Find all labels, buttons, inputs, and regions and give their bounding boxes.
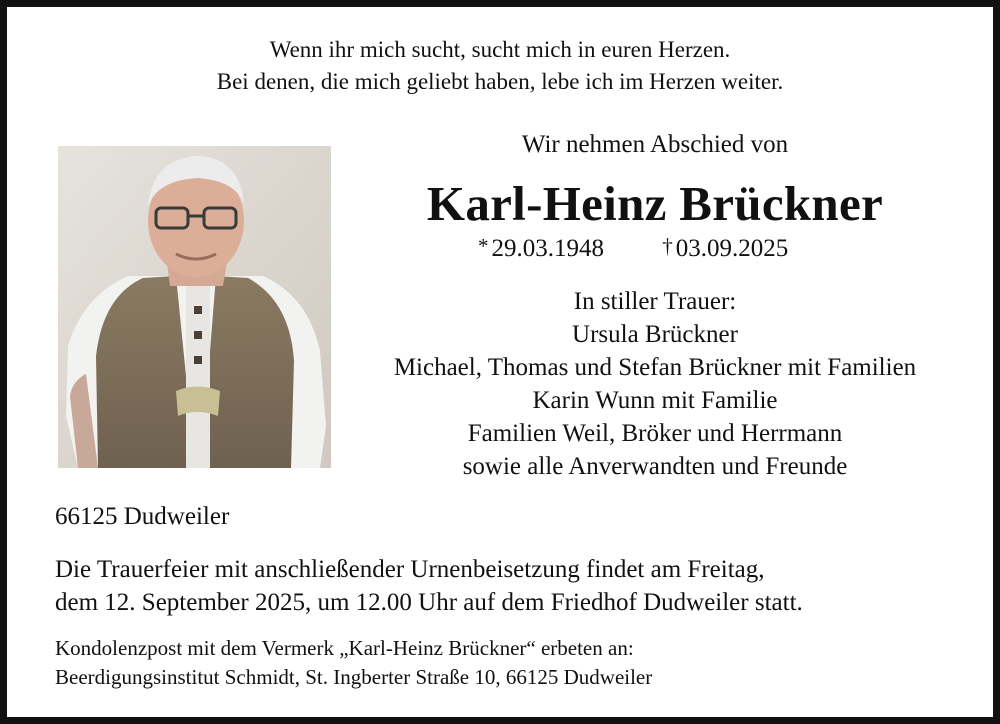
star-icon: * [478,234,489,258]
mourner-name: sowie alle Anverwandten und Freunde [462,453,848,480]
deceased-name: Karl-Heinz Brückner [426,176,884,231]
motto-verse [0,34,1000,98]
motto-line-1: Wenn ihr mich sucht, sucht mich in euren Herzen. [269,37,731,62]
condolence-info [55,634,652,692]
residence-place: 66125 Dudweiler [55,503,230,530]
birth-date: 29.03.1948 [491,235,604,262]
mourners-heading: In stiller Trauer: [573,288,737,315]
ceremony-details [55,553,803,619]
ceremony-line-2: dem 12. September 2025, um 12.00 Uhr auf dem Friedhof Dudweiler statt. [55,589,803,616]
condolence-line-2: Beerdigungsinstitut Schmidt, St. Ingberter Straße 10, 66125 Dudweiler [55,665,653,689]
birth-date-group [478,232,604,266]
death-date-group [662,232,788,266]
mourner-name: Ursula Brückner [572,321,738,348]
mourner-name: Karin Wunn mit Familie [532,387,778,414]
death-date: 03.09.2025 [675,235,789,262]
mourner-name: Familien Weil, Bröker und Herrmann [467,420,843,447]
mourner-name: Michael, Thomas und Stefan Brückner mit Familien [393,354,917,381]
farewell-intro: Wir nehmen Abschied von [521,131,789,158]
mourners-list [330,285,980,483]
motto-line-2: Bei denen, die mich geliebt haben, lebe ich im Herzen weiter. [216,69,784,94]
portrait-photo [58,146,331,468]
condolence-line-1: Kondolenzpost mit dem Vermerk „Karl-Heinz Brückner“ erbeten an: [55,636,634,660]
life-dates [478,232,788,266]
cross-icon: † [662,234,673,258]
ceremony-line-1: Die Trauerfeier mit anschließender Urnenbeisetzung findet am Freitag, [55,556,765,583]
